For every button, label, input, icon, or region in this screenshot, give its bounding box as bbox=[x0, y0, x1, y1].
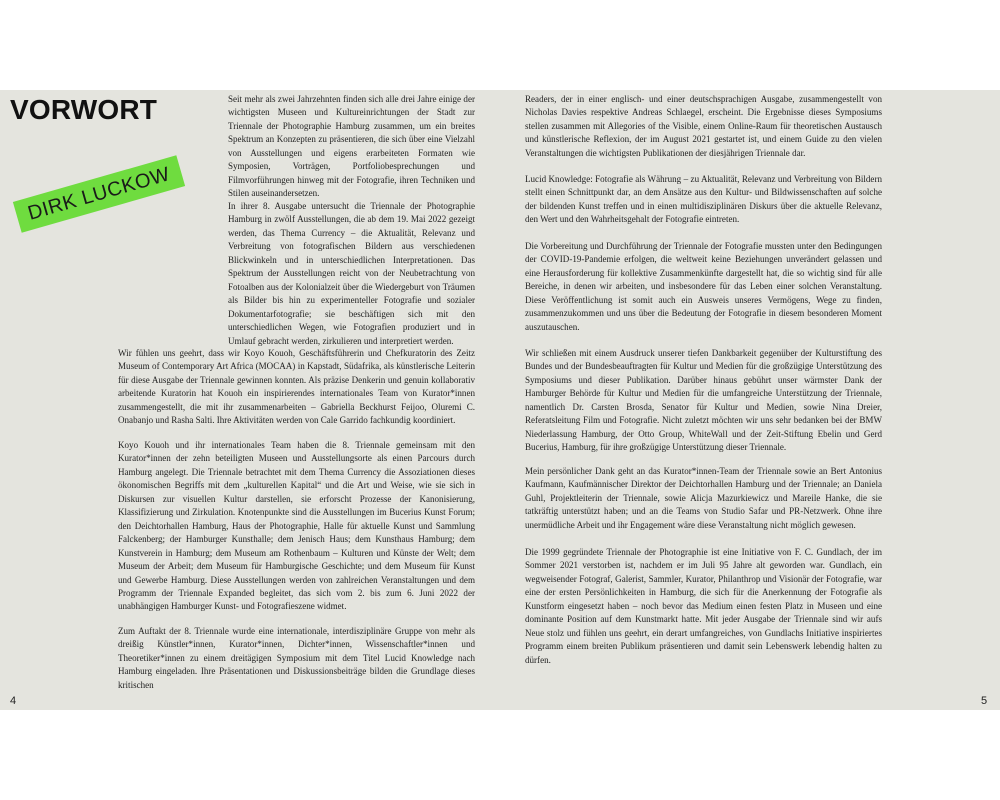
paragraph: Readers, der in einer englisch- und einer deutschsprachigen Ausgabe, zusammengestellt von Nicholas Davies respektive Andreas Schlaegel, erscheint. Die Ergebnisse dieses Symposiums stellen zusammen mit Allegories of the Visible, einem Online-Raum für theoretischen Austausch und künstlerische Reflexion, der im August 2021 gestartet ist, und einem Guide zu den vielen Veranstaltungen die wichtigsten Publikationen der diesjährigen Triennale dar. bbox=[525, 94, 882, 158]
paragraph: Koyo Kouoh und ihr internationales Team haben die 8. Triennale gemeinsam mit den Kurator*innen der zehn beteiligten Museen und Ausstellungsorte als einen Parcours durch Hamburg angelegt. Die Triennale betrachtet mit dem Thema Currency die Assoziationen dieses ökonomischen Begriffs mit dem „kulturellen Kapital“ und die Art und Weise, wie sie sich in Diskursen zur visuellen Kultur darstellen, sie erforscht Prozesse der Kanonisierung, Klassifizierung und Zirkulation. Knotenpunkte sind die Ausstellungen im Bucerius Kunst Forum; den Deichtorhallen Hamburg, Haus der Photographie, Halle für aktuelle Kunst und Sammlung Falckenberg; der Hamburger Kunsthalle; dem Jenisch Haus; dem Kunsthaus Hamburg; dem Kunstverein in Hamburg; dem Museum am Rothenbaum – Kulturen und Künste der Welt; dem Museum der Arbeit; dem Museum für Hamburgische Geschichte; und dem Museum für Kunst und Gewerbe Hamburg. Diese Ausstellungen werden von zahlreichen Veranstaltungen und dem Programm der Triennale Expanded begleitet, das sich vom 2. bis zum 6. Juni 2022 der unabhängigen Hamburger Kunst- und Fotografieszene widmet. bbox=[118, 440, 475, 612]
page-number: 5 bbox=[981, 695, 988, 707]
paragraph: Die 1999 gegründete Triennale der Photographie ist eine Initiative von F. C. Gundlach, der im Sommer 2021 verstorben ist, nachdem er im Juli 95 Jahre alt geworden war. Gundlach, ein wegweisender Fotograf, Galerist, Sammler, Kurator, Philanthrop und Visionär der Fotografie, war eine der ersten Persönlichkeiten in Hamburg, die sich für die Anerkennung der Fotografie als Kunstform eingesetzt haben – noch bevor das Medium einen festen Platz in Museen und eine dominante Position auf dem Kunstmarkt hatte. Mit jeder Ausgabe der Triennale sind wir aufs Neue stolz und fühlen uns geehrt, ein derart umfangreiches, von Gundlachs Initiative inspiriertes Programm einem breiten Publikum präsentieren und damit sein Lebenswerk lebendig halten zu dürfen. bbox=[525, 547, 882, 665]
paragraph: Wir schließen mit einem Ausdruck unserer tiefen Dankbarkeit gegenüber der Kulturstiftung des Bundes und der Bundesbeauftragten für Kultur und Medien für die großzügige Unterstützung des Symposiums und dieser Publikation. Darüber hinaus gebührt unser wärmster Dank der Hamburger Behörde für Kultur und Medien für die umfangreiche Unterstützung der Triennale, namentlich Dr. Carsten Brosda, Senator für Kultur und Medien, sowie Nina Dreier, Referatsleitung Film und Fotografie. Nicht zuletzt möchten wir uns sehr bedanken bei der BMW Niederlassung Hamburg, der Otto Group, WhiteWall und der Zeit-Stiftung Ebelin und Gerd Bucerius, Hamburg, für ihre großzügige Unterstützung dieser Triennale. bbox=[525, 348, 882, 453]
author-tag: DIRK LUCKOW bbox=[13, 155, 185, 233]
paragraph: Zum Auftakt der 8. Triennale wurde eine internationale, interdisziplinäre Gruppe von mehr als dreißig Künstler*innen, Kurator*innen, Dichter*innen, Wissenschaftler*innen und Theoretiker*innen zu einem dreitägigen Symposium mit dem Titel Lucid Knowledge nach Hamburg eingeladen. Ihre Präsentationen und Diskussionsbeiträge bilden die Grundlage dieses kritischen bbox=[118, 626, 475, 690]
page-title: VORWORT bbox=[10, 94, 158, 125]
left-page bbox=[0, 90, 500, 710]
paragraph: Mein persönlicher Dank geht an das Kurator*innen-Team der Triennale sowie an Bert Antonius Kaufmann, Kaufmännischer Direktor der Deichtorhallen Hamburg und der Triennale; an Daniela Guhl, Projektleiterin der Triennale, sowie Alicja Mazurkiewicz und Mareile Hanke, die sie tatkräftig unterstützt haben; und an die Teams von Studio Safar und PR-Netzwerk. Ohne ihre unermüdliche Arbeit und ihr Engagement wäre diese Veranstaltung nicht möglich gewesen. bbox=[525, 466, 882, 530]
paragraph: Wir fühlen uns geehrt, dass wir Koyo Kouoh, Geschäftsführerin und Chefkuratorin des Zeitz Museum of Contemporary Art Africa (MOCAA) in Kapstadt, Südafrika, als künstlerische Leiterin für diese Ausgabe der Triennale gewinnen konnten. Als präzise Denkerin und genuin kollaborativ arbeitende Kuratorin hat Kouoh ein inspirierendes internationales Team von Kurator*innen zusammengestellt, die mit ihr zusammenarbeiten – Gabriella Beckhurst Feijoo, Oluremi C. Onabanjo und Rasha Salti. Ihre Aktivitäten werden von Cale Garrido fachkundig koordiniert. bbox=[118, 348, 475, 426]
paragraph: In ihrer 8. Ausgabe untersucht die Triennale der Photographie Hamburg in zwölf Ausstellungen, die ab dem 19. Mai 2022 gezeigt werden, das Thema Currency – die Aktualität, Relevanz und Verbreitung von fotografischen Bildern aus verschiedenen Blickwinkeln und in unterschiedlichen Interpretationen. Das Spektrum der Ausstellungen reicht von der Neubetrachtung von Fotoalben aus der Kolonialzeit über die Wiedergeburt von Träumen als Bilder bis hin zu experimenteller Fotografie und sozialer Dokumentarfotografie; sie beschäftigen sich mit den unterschiedlichen Wegen, wie Fotografien produziert und in Umlauf gebracht werden, zirkulieren und interpretiert werden. bbox=[228, 201, 475, 346]
paragraph: Die Vorbereitung und Durchführung der Triennale der Fotografie mussten unter den Bedingungen der COVID-19-Pandemie erfolgen, die weltweit keine Beziehungen unverändert gelassen und eine Herausforderung für kollektive Zusammenkünfte dargestellt hat, die so wichtig sind für alle Bereiche, in denen wir arbeiten, und insbesondere für das Leben einer solchen Veranstaltung. Diese Veröffentlichung ist somit auch ein Ausweis unseres Vermögens, Wege zu finden, zusammenzukommen und uns über die Bedeutung der Fotografie in diesem besonderen Moment auszutauschen. bbox=[525, 241, 882, 332]
book-spread bbox=[0, 90, 1000, 710]
page-number: 4 bbox=[10, 695, 17, 707]
right-page bbox=[500, 90, 1000, 710]
paragraph: Seit mehr als zwei Jahrzehnten finden sich alle drei Jahre einige der wichtigsten Museen und Kultureinrichtungen der Stadt zur Triennale der Photographie Hamburg zusammen, um ein breites Spektrum an Konzepten zu präsentieren, die sich über eine Vielzahl von Ausstellungen und eigens erarbeiteten Formaten wie Symposien, Vorträgen, Portfoliobesprechungen und Filmvorführungen hinweg mit der Fotografie, ihren Techniken und Stilen auseinandersetzen. bbox=[228, 94, 475, 199]
paragraph: Lucid Knowledge: Fotografie als Währung – zu Aktualität, Relevanz und Verbreitung von Bildern stellt einen Schnittpunkt dar, an dem Ansätze aus den Kultur- und Bildwissenschaften auf solche der bildenden Kunst treffen und in einen multidisziplinären Diskurs über die aktuelle Relevanz, den Wert und den Wahrheitsgehalt der Fotografie eintreten. bbox=[525, 174, 882, 225]
